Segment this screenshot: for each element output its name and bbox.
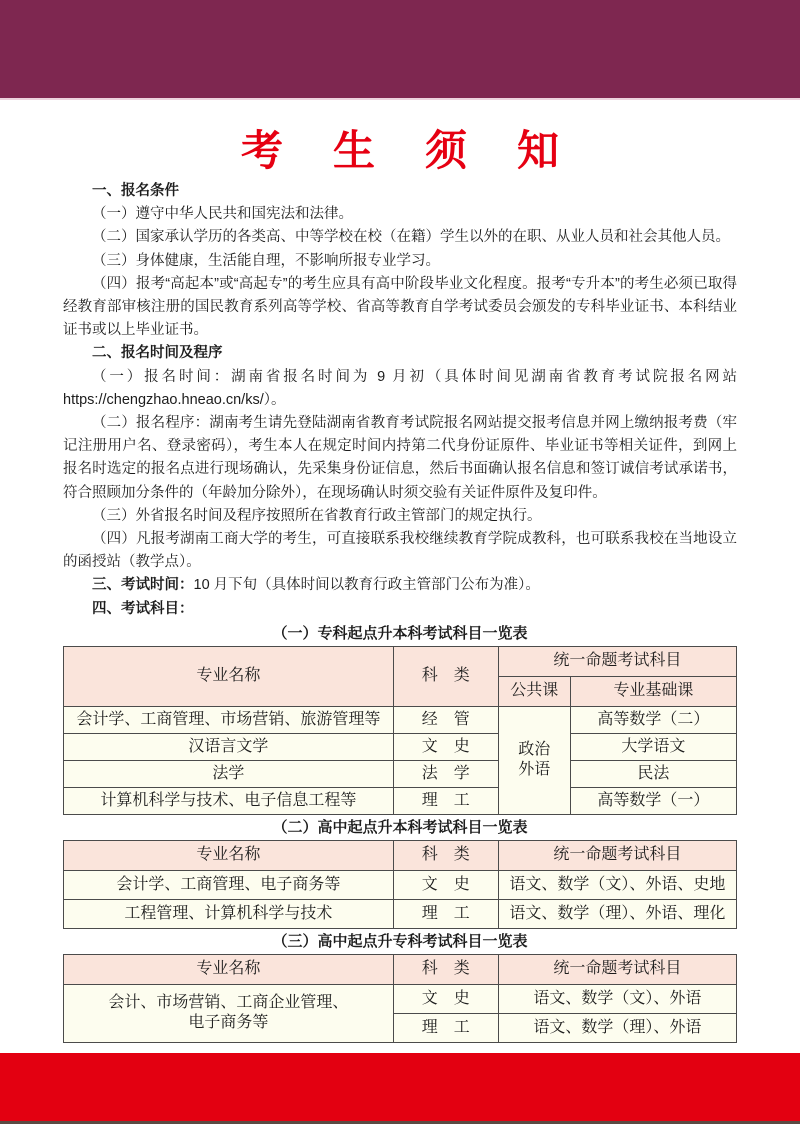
subjects-cell: 语文、数学（文）、外语、史地 <box>498 870 736 899</box>
col-basic-header: 专业基础课 <box>570 676 736 706</box>
para-condition-4: （四）报考“高起本”或“高起专”的考生应具有高中阶段毕业文化程度。报考“专升本”的考生必须已取得经教育部审核注册的国民教育系列高等学校、省高等教育自学考试委员会颁发的专科毕业证书、本科结业证书或以上毕业证书。 <box>63 275 737 339</box>
public-course-line2: 外语 <box>518 761 551 779</box>
table-row <box>64 984 737 1013</box>
para-registration-time: （一）报名时间：湖南省报名时间为 9 月初（具体时间见湖南省教育考试院报名网站 https://chengzhao.hneao.cn/ks/）。 <box>63 368 737 408</box>
merged-major-cell <box>64 984 394 1042</box>
category-cell: 文 史 <box>393 733 498 760</box>
table-row <box>64 870 737 899</box>
col-category-header: 科 类 <box>393 954 498 984</box>
col-category-header: 科 类 <box>393 646 498 706</box>
para-registration-procedure: （二）报名程序：湖南考生请先登陆湖南省教育考试院报名网站提交报考信息并网上缴纳报考费（牢记注册用户名、登录密码），考生本人在规定时间内持第二代身份证原件、毕业证书等相关证件，到网上报名时选定的报名点进行现场确认，先采集身份证信息，然后书面确认报名信息和签订诚信考试承诺书，符合照顾加分条件的（年龄加分除外），在现场确认时须交验有关证件原件及复印件。 <box>63 415 737 501</box>
merged-major-line2: 电子商务等 <box>188 1014 269 1032</box>
category-cell: 文 史 <box>393 870 498 899</box>
table-caption-highschool-college: （三）高中起点升专科考试科目一览表 <box>272 932 528 950</box>
table-row <box>64 733 737 760</box>
col-major-header: 专业名称 <box>64 646 394 706</box>
col-subjects-header: 统一命题考试科目 <box>498 954 736 984</box>
exam-time-text: 10 月下旬（具体时间以教育行政主管部门公布为准）。 <box>193 577 540 594</box>
heading-registration-conditions: 一、报名条件 <box>92 183 179 199</box>
heading-exam-time: 三、考试时间： <box>92 577 194 594</box>
para-condition-3: （三）身体健康，生活能自理，不影响所报专业学习。 <box>92 252 440 269</box>
major-cell: 法学 <box>64 760 394 787</box>
col-category-header: 科 类 <box>393 840 498 870</box>
table-row <box>64 899 737 928</box>
subjects-table-highschool-to-bachelor <box>63 840 737 929</box>
major-cell: 工程管理、计算机科学与技术 <box>64 899 394 928</box>
col-public-header: 公共课 <box>498 676 570 706</box>
para-condition-2: （二）国家承认学历的各类高、中等学校在校（在籍）学生以外的在职、从业人员和社会其他人员。 <box>92 229 730 246</box>
public-course-cell <box>498 706 570 814</box>
para-contact-school: （四）凡报考湖南工商大学的考生，可直接联系我校继续教育学院成教科，也可联系我校在当地设立的函授站（教学点）。 <box>63 531 737 571</box>
page-title: 考生须知 <box>240 127 609 174</box>
col-major-header: 专业名称 <box>64 954 394 984</box>
table-header-row <box>64 840 737 870</box>
subjects-table-highschool-to-college <box>63 954 737 1043</box>
page-title-wrap <box>0 129 800 173</box>
subjects-table-college-to-bachelor <box>63 646 737 815</box>
col-subjects-header: 统一命题考试科目 <box>498 840 736 870</box>
para-other-province: （三）外省报名时间及程序按照所在省教育行政主管部门的规定执行。 <box>92 507 542 524</box>
notice-body <box>63 180 737 1043</box>
category-cell: 理 工 <box>393 899 498 928</box>
col-unified-header: 统一命题考试科目 <box>498 646 736 676</box>
table-row <box>64 706 737 733</box>
basic-course-cell: 高等数学（一） <box>570 787 736 814</box>
category-cell: 理 工 <box>393 1013 498 1042</box>
subjects-cell: 语文、数学（文）、外语 <box>498 984 736 1013</box>
subjects-cell: 语文、数学（理）、外语 <box>498 1013 736 1042</box>
major-cell: 汉语言文学 <box>64 733 394 760</box>
para-exam-time <box>63 574 737 597</box>
category-cell: 理 工 <box>393 787 498 814</box>
heading-exam-subjects: 四、考试科目： <box>92 600 194 617</box>
table-row <box>64 787 737 814</box>
bottom-banner <box>0 1053 800 1121</box>
heading-registration-time-procedure: 二、报名时间及程序 <box>92 345 223 362</box>
major-cell: 会计学、工商管理、市场营销、旅游管理等 <box>64 706 394 733</box>
major-cell: 会计学、工商管理、电子商务等 <box>64 870 394 899</box>
public-course-line1: 政治 <box>518 741 551 759</box>
major-cell: 计算机科学与技术、电子信息工程等 <box>64 787 394 814</box>
para-condition-1: （一）遵守中华人民共和国宪法和法律。 <box>92 206 353 223</box>
category-cell: 法 学 <box>393 760 498 787</box>
table-caption-upgrade-bachelor: （一）专科起点升本科考试科目一览表 <box>272 624 528 642</box>
col-major-header: 专业名称 <box>64 840 394 870</box>
table-caption-highschool-bachelor: （二）高中起点升本科考试科目一览表 <box>272 818 528 836</box>
basic-course-cell: 民法 <box>570 760 736 787</box>
category-cell: 经 管 <box>393 706 498 733</box>
table-row <box>64 760 737 787</box>
subjects-cell: 语文、数学（理）、外语、理化 <box>498 899 736 928</box>
category-cell: 文 史 <box>393 984 498 1013</box>
table-header-row <box>64 954 737 984</box>
top-banner <box>0 0 800 100</box>
basic-course-cell: 大学语文 <box>570 733 736 760</box>
table-header-row <box>64 646 737 676</box>
merged-major-line1: 会计、市场营销、工商企业管理、 <box>108 994 349 1012</box>
basic-course-cell: 高等数学（二） <box>570 706 736 733</box>
